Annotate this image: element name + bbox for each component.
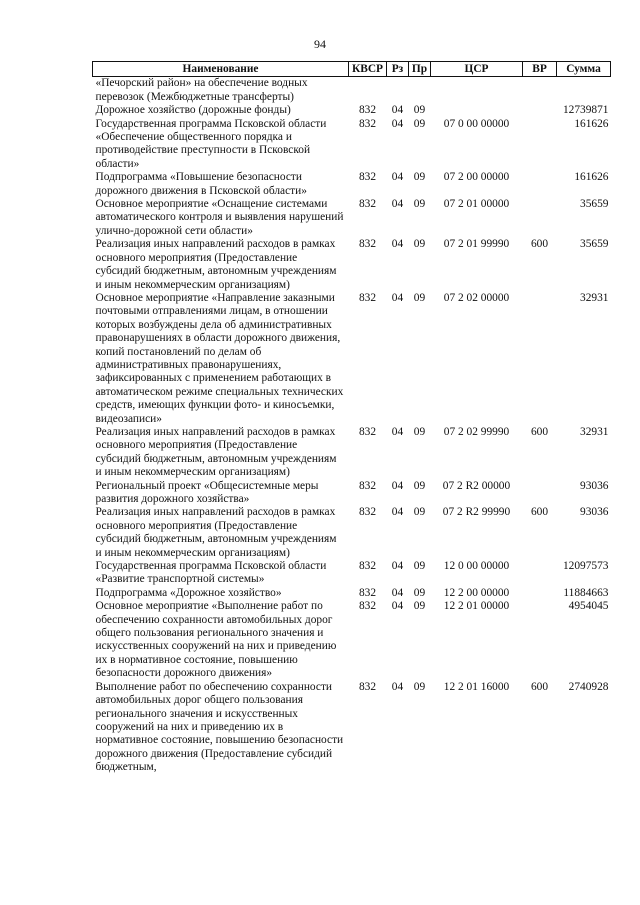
cell-rz: 04 xyxy=(391,171,404,184)
cell-csr: 12 0 00 00000 xyxy=(443,560,510,573)
cell-csr: 07 2 02 99990 xyxy=(443,425,510,438)
table-row xyxy=(93,118,611,172)
cell-sum: 11884663 xyxy=(563,586,609,599)
cell-name: Реализация иных направлений расходов в рамках основного мероприятия (Предоставление субсидий бюджетным, автономным учреждениям и иным некоммерческим организациям) xyxy=(95,238,337,291)
table-row xyxy=(93,238,611,292)
cell-name: Реализация иных направлений расходов в рамках основного мероприятия (Предоставление субсидий бюджетным, автономным учреждениям и иным некоммерческим организациям) xyxy=(95,506,337,559)
cell-csr: 07 2 R2 99990 xyxy=(442,506,511,519)
cell-rz: 04 xyxy=(391,291,404,304)
cell-csr xyxy=(431,104,523,117)
cell-rz xyxy=(387,77,409,104)
cell-csr: 07 2 01 00000 xyxy=(443,198,510,211)
cell-pr: 09 xyxy=(413,117,426,130)
cell-vr xyxy=(523,587,557,600)
table-row xyxy=(93,77,611,104)
cell-csr: 07 2 R2 00000 xyxy=(442,479,511,492)
cell-csr: 12 2 01 16000 xyxy=(443,680,510,693)
header-pr: Пр xyxy=(409,62,431,77)
cell-csr: 07 2 02 00000 xyxy=(443,291,510,304)
cell-kvsr: 832 xyxy=(358,586,377,599)
cell-sum: 32931 xyxy=(580,425,609,438)
cell-pr xyxy=(409,77,431,104)
cell-pr: 09 xyxy=(413,560,426,573)
cell-pr: 09 xyxy=(413,680,426,693)
table-row xyxy=(93,560,611,587)
cell-vr xyxy=(523,198,557,238)
table-row xyxy=(93,292,611,426)
cell-rz: 04 xyxy=(391,560,404,573)
cell-vr xyxy=(523,600,557,680)
cell-rz: 04 xyxy=(391,104,404,117)
cell-pr: 09 xyxy=(413,171,426,184)
table-header-row xyxy=(93,62,611,77)
cell-sum: 161626 xyxy=(574,171,609,184)
cell-kvsr: 832 xyxy=(358,600,377,613)
cell-kvsr: 832 xyxy=(358,506,377,519)
cell-rz: 04 xyxy=(391,238,404,251)
table-row xyxy=(93,506,611,560)
cell-name: «Печорский район» на обеспечение водных перевозок (Межбюджетные трансферты) xyxy=(95,77,308,103)
cell-pr: 09 xyxy=(413,104,426,117)
cell-pr: 09 xyxy=(413,291,426,304)
cell-pr: 09 xyxy=(413,506,426,519)
header-kvsr: КВСР xyxy=(349,62,387,77)
table-row xyxy=(93,600,611,680)
cell-name: Выполнение работ по обеспечению сохранности автомобильных дорог общего пользования регионального значения и искусственных сооружений на них и приведению их в нормативное состояние, повышению безопасности дорожного движения (Предоставление субсидий бюджетным, xyxy=(95,680,344,774)
cell-name: Подпрограмма «Повышение безопасности дорожного движения в Псковской области» xyxy=(95,171,307,197)
cell-sum xyxy=(557,77,611,104)
table-row xyxy=(93,587,611,600)
cell-sum: 4954045 xyxy=(568,600,609,613)
header-sum: Сумма xyxy=(557,62,611,77)
cell-rz: 04 xyxy=(391,425,404,438)
budget-table xyxy=(92,61,611,775)
cell-csr xyxy=(431,77,523,104)
cell-vr xyxy=(523,292,557,426)
cell-vr xyxy=(523,480,557,507)
table-row xyxy=(93,104,611,117)
cell-sum: 12739871 xyxy=(562,104,609,117)
header-name: Наименование xyxy=(93,62,349,77)
header-csr: ЦСР xyxy=(431,62,523,77)
cell-kvsr: 832 xyxy=(358,198,377,211)
cell-name: Региональный проект «Общесистемные меры развития дорожного хозяйства» xyxy=(95,479,319,505)
cell-sum: 93036 xyxy=(580,479,609,492)
table-row xyxy=(93,198,611,238)
cell-name: Основное мероприятие «Направление заказными почтовыми отправлениями лицам, в отношении которых возбуждены дела об административных правонарушениях в области дорожного движения, копий постановлений по делам об административных правонарушениях, зафиксированных с применением работающих в автоматическом режиме специальных технических средств, имеющих функции фото- и киносъемки, видеозаписи» xyxy=(95,291,344,425)
cell-rz: 04 xyxy=(391,117,404,130)
cell-pr: 09 xyxy=(413,586,426,599)
cell-name: Основное мероприятие «Выполнение работ по обеспечению сохранности автомобильных дорог общего пользования регионального значения и искусственных сооружений на них и приведению их в нормативное состояние, повышению безопасности дорожного движения» xyxy=(95,600,337,680)
cell-csr: 07 2 01 99990 xyxy=(443,238,510,251)
cell-csr: 12 2 00 00000 xyxy=(443,586,510,599)
cell-vr xyxy=(523,104,557,117)
cell-pr: 09 xyxy=(413,479,426,492)
cell-sum: 35659 xyxy=(580,238,609,251)
cell-name: Основное мероприятие «Оснащение системами автоматического контроля и выявления нарушений улично-дорожной сети области» xyxy=(95,198,344,237)
cell-rz: 04 xyxy=(391,479,404,492)
cell-sum: 93036 xyxy=(580,506,609,519)
cell-pr: 09 xyxy=(413,600,426,613)
cell-name: Дорожное хозяйство (дорожные фонды) xyxy=(95,104,291,117)
cell-pr: 09 xyxy=(413,425,426,438)
page-number: 94 xyxy=(314,37,326,51)
cell-kvsr: 832 xyxy=(358,104,377,117)
cell-pr: 09 xyxy=(413,238,426,251)
cell-kvsr: 832 xyxy=(358,560,377,573)
cell-kvsr: 832 xyxy=(358,425,377,438)
cell-csr: 07 2 00 00000 xyxy=(443,171,510,184)
table-row xyxy=(93,480,611,507)
table-row xyxy=(93,171,611,198)
cell-pr: 09 xyxy=(413,198,426,211)
cell-rz: 04 xyxy=(391,680,404,693)
cell-kvsr: 832 xyxy=(358,680,377,693)
cell-vr: 600 xyxy=(530,425,549,438)
cell-name: Подпрограмма «Дорожное хозяйство» xyxy=(95,586,282,599)
cell-sum: 32931 xyxy=(580,291,609,304)
header-rz: Рз xyxy=(387,62,409,77)
cell-kvsr: 832 xyxy=(358,171,377,184)
cell-name: Реализация иных направлений расходов в рамках основного мероприятия (Предоставление субсидий бюджетным, автономным учреждениям и иным некоммерческим организациям) xyxy=(95,425,337,479)
cell-kvsr xyxy=(349,77,387,104)
cell-vr: 600 xyxy=(530,506,549,519)
cell-rz: 04 xyxy=(391,586,404,599)
cell-rz: 04 xyxy=(391,198,404,211)
cell-kvsr: 832 xyxy=(358,238,377,251)
cell-kvsr: 832 xyxy=(358,117,377,130)
cell-rz: 04 xyxy=(391,506,404,519)
table-row xyxy=(93,681,611,775)
cell-csr: 07 0 00 00000 xyxy=(443,117,510,130)
cell-rz: 04 xyxy=(391,600,404,613)
cell-name: Государственная программа Псковской области «Развитие транспортной системы» xyxy=(95,560,327,586)
cell-kvsr: 832 xyxy=(358,291,377,304)
cell-sum: 35659 xyxy=(580,198,609,211)
cell-vr xyxy=(523,118,557,172)
header-vr: ВР xyxy=(523,62,557,77)
cell-sum: 2740928 xyxy=(568,680,609,693)
cell-vr xyxy=(523,560,557,587)
cell-sum: 12097573 xyxy=(562,560,609,573)
cell-sum: 161626 xyxy=(574,117,609,130)
cell-name: Государственная программа Псковской области «Обеспечение общественного порядка и противодействие преступности в Псковской области» xyxy=(95,117,327,170)
table-row xyxy=(93,426,611,480)
cell-vr: 600 xyxy=(530,238,549,251)
cell-vr xyxy=(523,171,557,198)
cell-csr: 12 2 01 00000 xyxy=(443,600,510,613)
cell-kvsr: 832 xyxy=(358,479,377,492)
cell-vr xyxy=(523,77,557,104)
cell-vr: 600 xyxy=(530,680,549,693)
